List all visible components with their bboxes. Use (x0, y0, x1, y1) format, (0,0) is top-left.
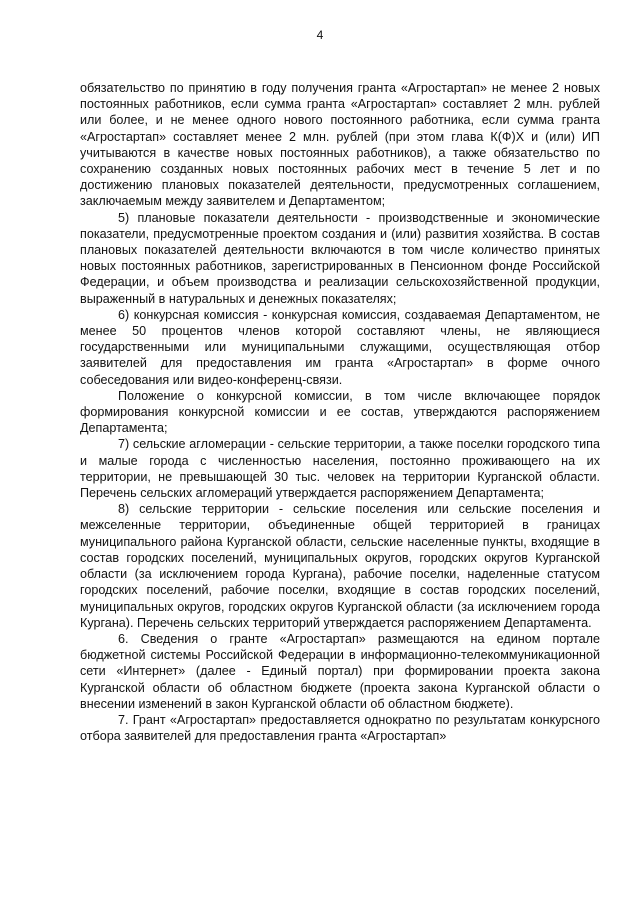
paragraph-rural-territories: 8) сельские территории - сельские поселения или сельские поселения и межселенные территории, объединенные общей территорией в границах муниципального района Курганской области, сельские населенные пункты, входящие в состав городских поселений, муниципальных округов, городских округов Курганской области (за исключением города Кургана), рабочие поселки, наделенные статусом городских поселений, рабочие поселки, входящие в состав городских поселений, муниципальных округов, городских округов Курганской области (за исключением города Кургана). Перечень сельских территорий утверждается распоряжением Департамента. (80, 502, 600, 630)
paragraph-grant-provision: 7. Грант «Агростартап» предоставляется однократно по результатам конкурсного отбора заявителей для предоставления гранта «Агростартап» (80, 712, 600, 744)
paragraph-competition-commission: 6) конкурсная комиссия - конкурсная комиссия, создаваемая Департаментом, не менее 50 процентов членов которой составляют члены, не являющиеся государственными или муниципальными служащими, осуществляющая отбор заявителей для предоставления им гранта «Агростартап» в форме очного собеседования или видео-конференц-связи. (80, 307, 600, 387)
paragraph-continuation: обязательство по принятию в году получения гранта «Агростартап» не менее 2 новых постоянных работников, если сумма гранта «Агростартап» составляет 2 млн. рублей или более, и не менее одного нового постоянного работника, если сумма гранта «Агростартап» составляет менее 2 млн. рублей (при этом глава К(Ф)Х и (или) ИП учитываются в качестве новых постоянных работников), а также обязательство по сохранению созданных новых постоянных рабочих мест в течение 5 лет и по достижению плановых показателей деятельности, предусмотренных соглашением, заключаемым между заявителем и Департаментом; (80, 81, 600, 209)
paragraph-planned-indicators: 5) плановые показатели деятельности - производственные и экономические показатели, предусмотренные проектом создания и (или) развития хозяйства. В состав плановых показателей деятельности включаются в том числе количество принятых новых постоянных работников, зарегистрированных в Пенсионном фонде Российской Федерации, и объем производства и реализации сельскохозяйственной продукции, выраженный в натуральных и денежных показателях; (80, 210, 600, 306)
paragraph-grant-information: 6. Сведения о гранте «Агростартап» размещаются на едином портале бюджетной системы Российской Федерации в информационно-телекоммуникационной сети «Интернет» (далее - Единый портал) при формировании проекта закона Курганской области об областном бюджете (проекта закона Курганской области о внесении изменений в закон Курганской области об областном бюджете). (80, 631, 600, 711)
paragraph-rural-agglomerations: 7) сельские агломерации - сельские территории, а также поселки городского типа и малые города с численностью населения, постоянно проживающего на их территории, не превышающей 30 тыс. человек на территории Курганской области. Перечень сельских агломераций утверждается распоряжением Департамента; (80, 437, 600, 501)
paragraph-commission-regulation: Положение о конкурсной комиссии, в том числе включающее порядок формирования конкурсной комиссии и ее состав, утверждаются распоряжением Департамента; (80, 388, 600, 436)
page-number: 4 (316, 28, 324, 42)
document-body (80, 80, 600, 744)
